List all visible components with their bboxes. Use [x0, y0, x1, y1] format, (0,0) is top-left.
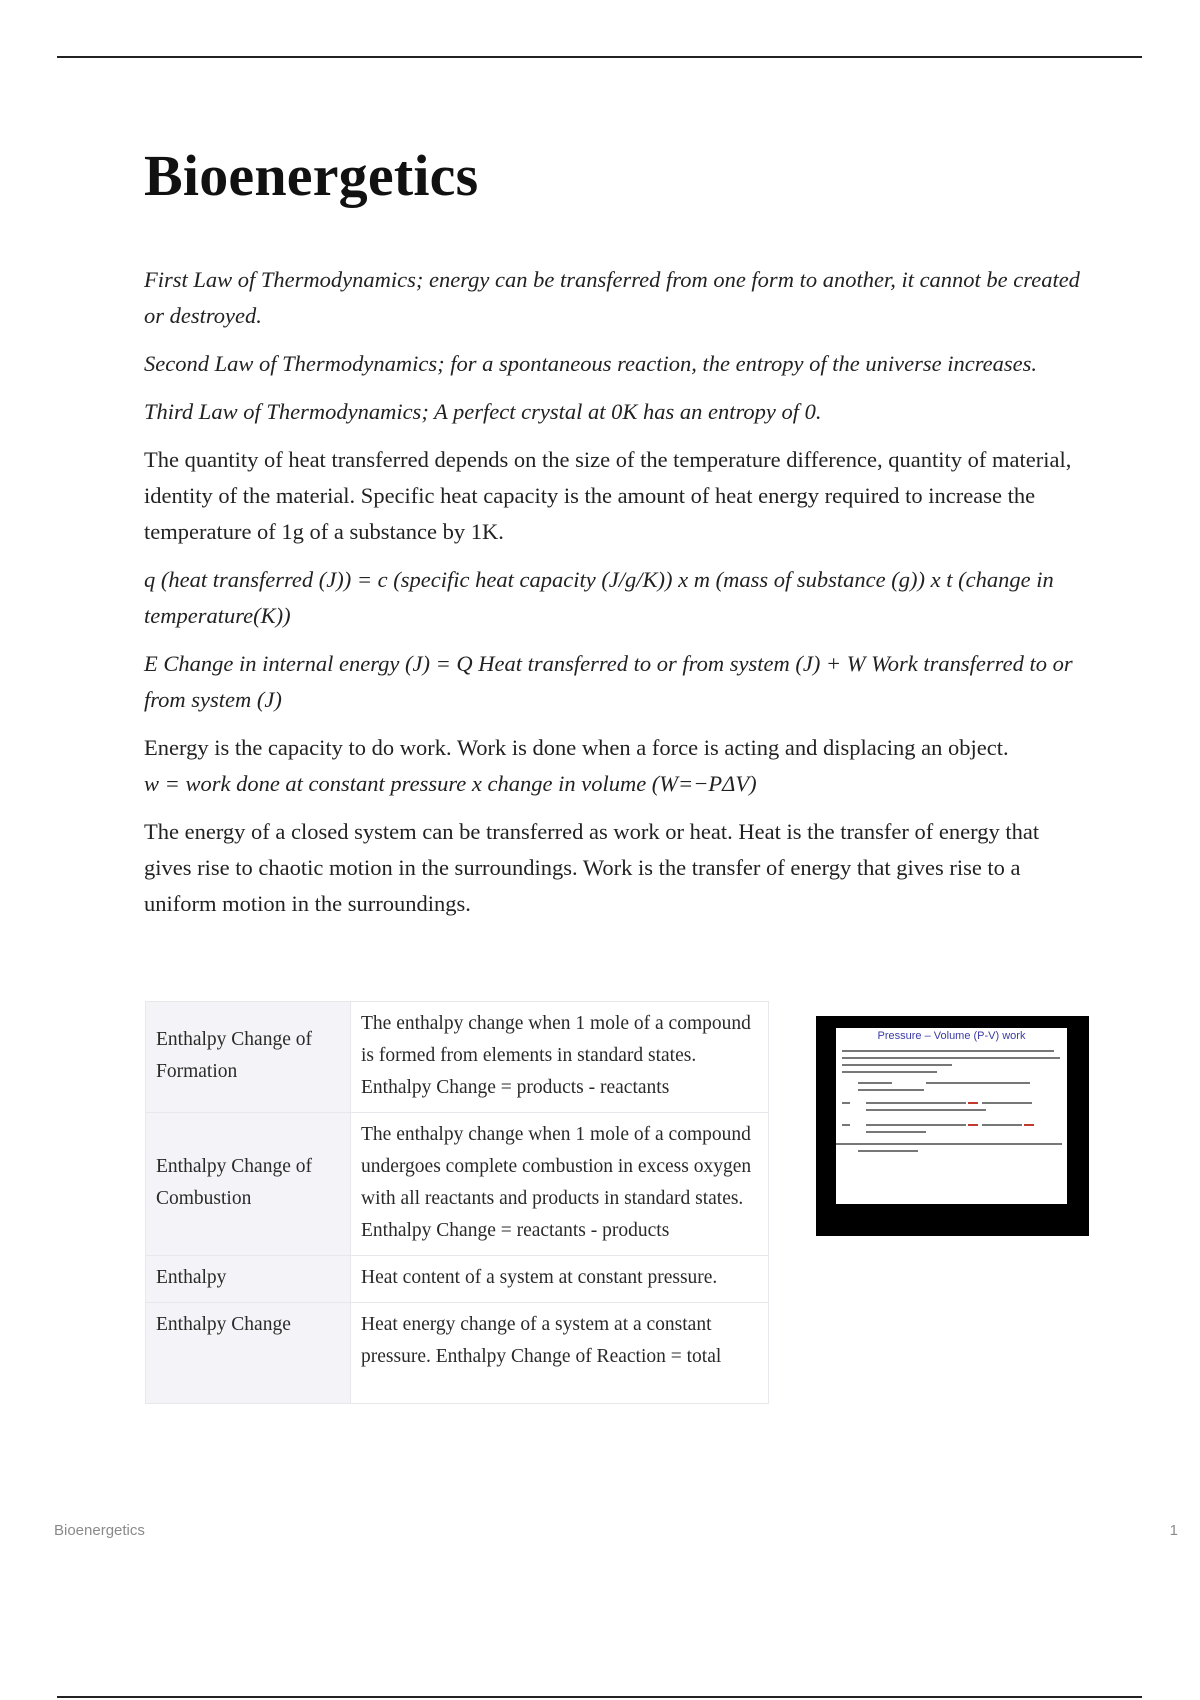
slide-text-line [982, 1102, 1032, 1104]
slide-text-line [858, 1150, 918, 1152]
slide-content [836, 1028, 1067, 1204]
footer-document-name: Bioenergetics [54, 1522, 145, 1539]
table-row [146, 1113, 769, 1256]
enthalpy-definitions-table [145, 1001, 769, 1404]
slide-text-line [842, 1071, 937, 1073]
energy-definition: Energy is the capacity to do work. Work is done when a force is acting and displacing an object. [144, 735, 1009, 760]
slide-text-line [926, 1082, 1030, 1084]
definition-cell: Heat energy change of a system at a constant pressure. Enthalpy Change of Reaction = total [351, 1303, 769, 1404]
definition-cell: Heat content of a system at constant pressure. [351, 1256, 769, 1303]
energy-work-paragraph [144, 730, 1089, 802]
term-cell: Enthalpy Change of Combustion [146, 1113, 351, 1256]
definition-cell: The enthalpy change when 1 mole of a compound undergoes complete combustion in excess oxygen with all reactants and products in standard states. Enthalpy Change = reactants - products [351, 1113, 769, 1256]
slide-text-line [968, 1124, 978, 1126]
body-text [144, 262, 1089, 934]
heat-equation: q (heat transferred (J)) = c (specific heat capacity (J/g/K)) x m (mass of substance (g)) x t (change in temperature(K)) [144, 567, 1054, 628]
slide-text-line [842, 1124, 850, 1126]
term-cell: Enthalpy Change of Formation [146, 1002, 351, 1113]
slide-title: Pressure – Volume (P-V) work [877, 1030, 1026, 1042]
page-title: Bioenergetics [144, 143, 479, 208]
third-law-paragraph: Third Law of Thermodynamics; A perfect crystal at 0K has an entropy of 0. [144, 399, 822, 424]
slide-text-line [982, 1124, 1022, 1126]
page-number: 1 [1169, 1522, 1178, 1539]
definition-cell: The enthalpy change when 1 mole of a compound is formed from elements in standard states. Enthalpy Change = products - reactants [351, 1002, 769, 1113]
internal-energy-equation: E Change in internal energy (J) = Q Heat transferred to or from system (J) + W Work transferred to or from system (J) [144, 651, 1073, 712]
top-rule [57, 56, 1142, 58]
slide-text-line [866, 1131, 926, 1133]
slide-text-line [866, 1124, 966, 1126]
slide-text-line [842, 1057, 1060, 1059]
slide-text-line [842, 1102, 850, 1104]
heat-transfer-paragraph: The quantity of heat transferred depends on the size of the temperature difference, quantity of material, identity of the material. Specific heat capacity is the amount of heat energy required to increase the temperature of 1g of a substance by 1K. [144, 447, 1072, 544]
slide-text-line [968, 1102, 978, 1104]
term-cell: Enthalpy Change [146, 1303, 351, 1404]
slide-text-line [842, 1064, 952, 1066]
slide-text-line [858, 1089, 924, 1091]
first-law-paragraph: First Law of Thermodynamics; energy can be transferred from one form to another, it cannot be created or destroyed. [144, 267, 1080, 328]
slide-text-line [842, 1050, 1054, 1052]
term-cell: Enthalpy [146, 1256, 351, 1303]
slide-text-line [866, 1102, 966, 1104]
table-row [146, 1303, 769, 1404]
work-equation: w = work done at constant pressure x change in volume (W=−PΔV) [144, 771, 757, 796]
slide-text-line [836, 1143, 1062, 1145]
bottom-rule [57, 1696, 1142, 1698]
table-row [146, 1256, 769, 1303]
slide-text-line [866, 1109, 986, 1111]
slide-text-line [1024, 1124, 1034, 1126]
slide-text-line [858, 1082, 892, 1084]
closed-system-paragraph: The energy of a closed system can be transferred as work or heat. Heat is the transfer of energy that gives rise to chaotic motion in the surroundings. Work is the transfer of energy that gives rise to a uniform motion in the surroundings. [144, 819, 1040, 916]
table-row [146, 1002, 769, 1113]
second-law-paragraph: Second Law of Thermodynamics; for a spontaneous reaction, the entropy of the universe increases. [144, 351, 1037, 376]
pv-work-slide-image [816, 1016, 1089, 1236]
